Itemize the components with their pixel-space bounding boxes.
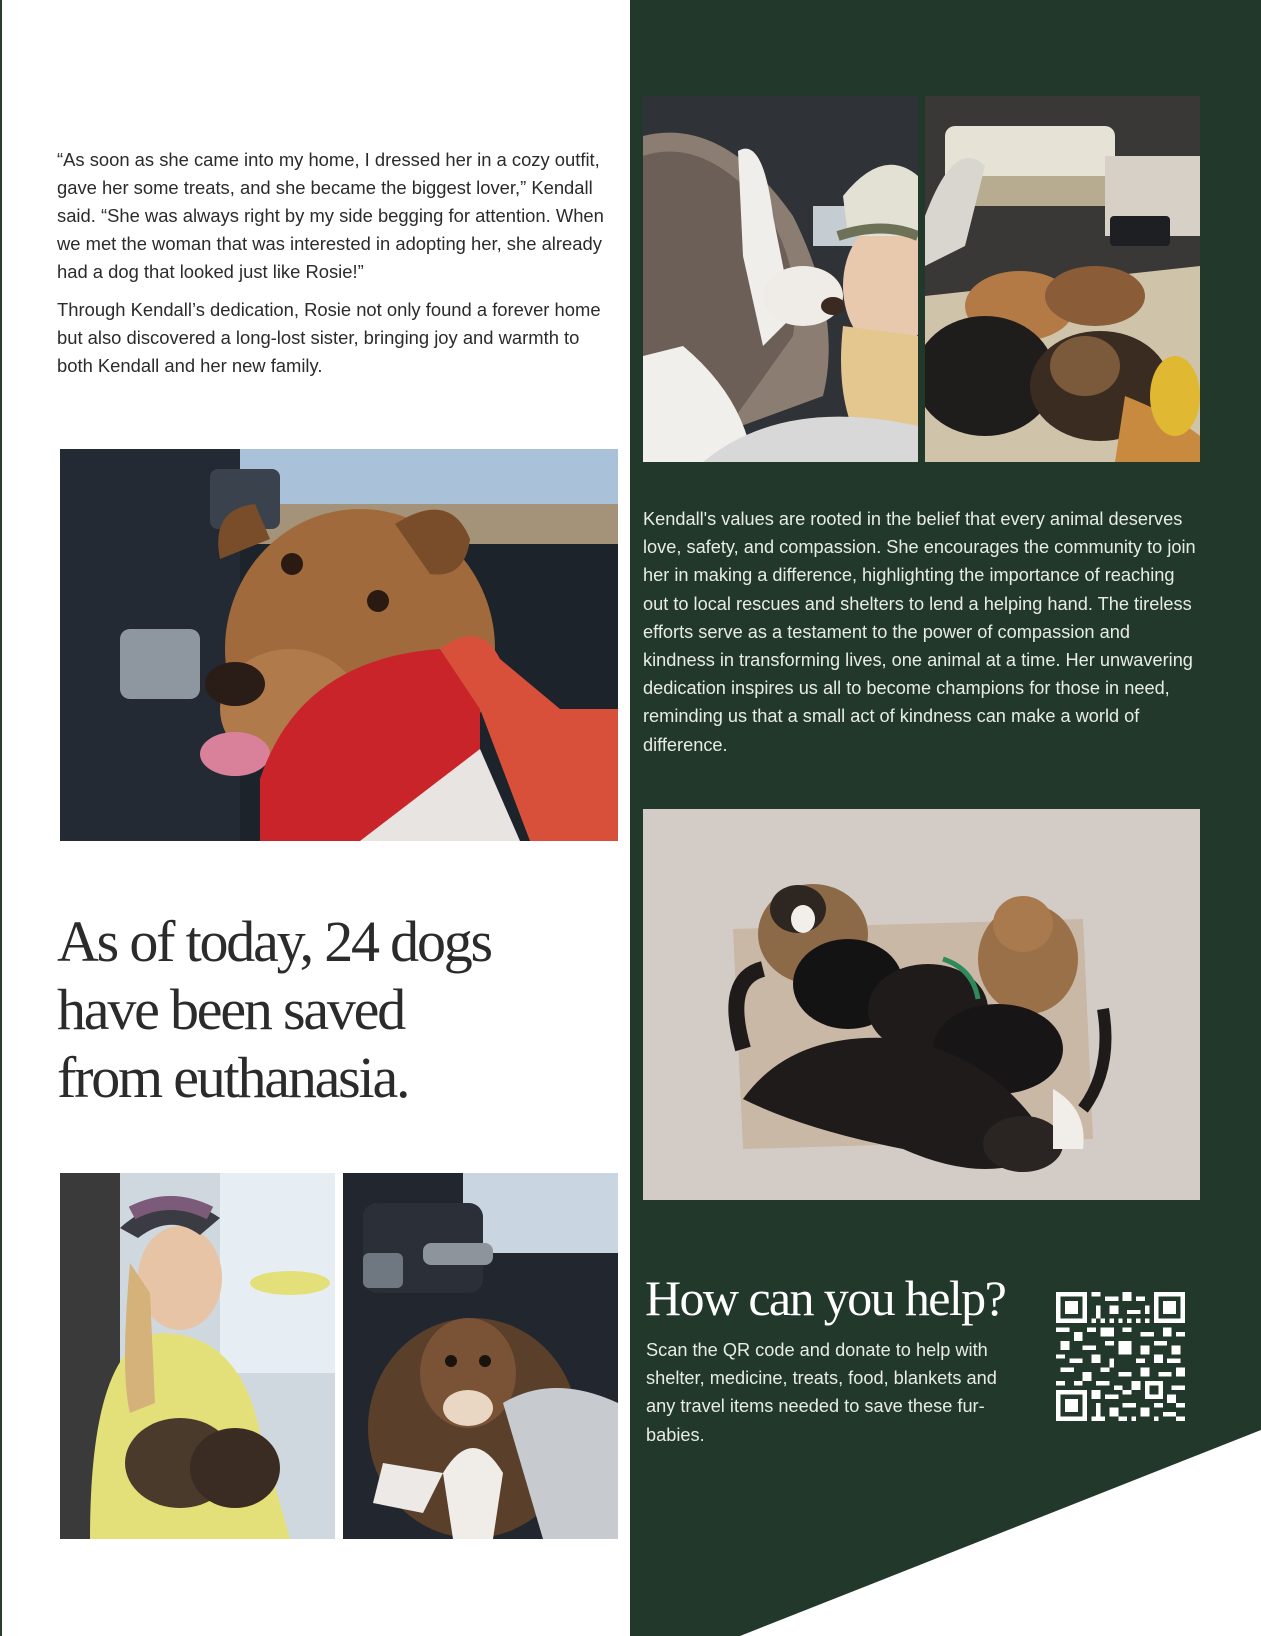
photo-puppies-in-kennel [643,809,1200,1200]
story-paragraph-2: Through Kendall’s dedication, Rosie not only found a forever home but also discovered a long-lost sister, bringing joy and warmth to both Kendall and her new family. [57,299,601,376]
values-paragraph: Kendall's values are rooted in the belief that every animal deserves love, safety, and compassion. She encourages the community to join her in making a difference, highlighting the importance of reaching out to local rescues and shelters to lend a helping hand. The tireless efforts serve as a testament to the power of compassion and kindness in transforming lives, one animal at a time. Her unwavering dedication inspires us all to become champions for those in need, reminding us that a small act of kindness can make a world of difference. [643,509,1196,755]
photo-border-collie-selfie [643,96,918,462]
headline-line-3: from euthanasia. [57,1045,409,1110]
donation-qr-code[interactable] [1056,1292,1185,1421]
photo-rosie-red-sweater [60,449,618,841]
photo-dogs-in-car-cargo [925,96,1200,462]
photo-aussie-in-car [343,1173,618,1539]
headline-line-1: As of today, 24 dogs [57,909,491,974]
story-paragraph-1: “As soon as she came into my home, I dressed her in a cozy outfit, gave her some treats, and she became the biggest lover,” Kendall said. “She was always right by my side begging for attention. When we met the woman that was interested in adopting her, she already had a dog that looked just like Rosie!” [57,149,604,282]
headline-line-2: have been saved [57,977,405,1042]
headline-dogs-saved [57,908,577,1112]
help-description: Scan the QR code and donate to help with shelter, medicine, treats, food, blankets and any travel items needed to save these fur-babies. [646,1340,997,1445]
photo-woman-with-puppies [60,1173,335,1539]
help-heading: How can you help? [645,1270,1006,1326]
story-text [57,146,617,390]
left-edge-rule [0,0,2,1636]
